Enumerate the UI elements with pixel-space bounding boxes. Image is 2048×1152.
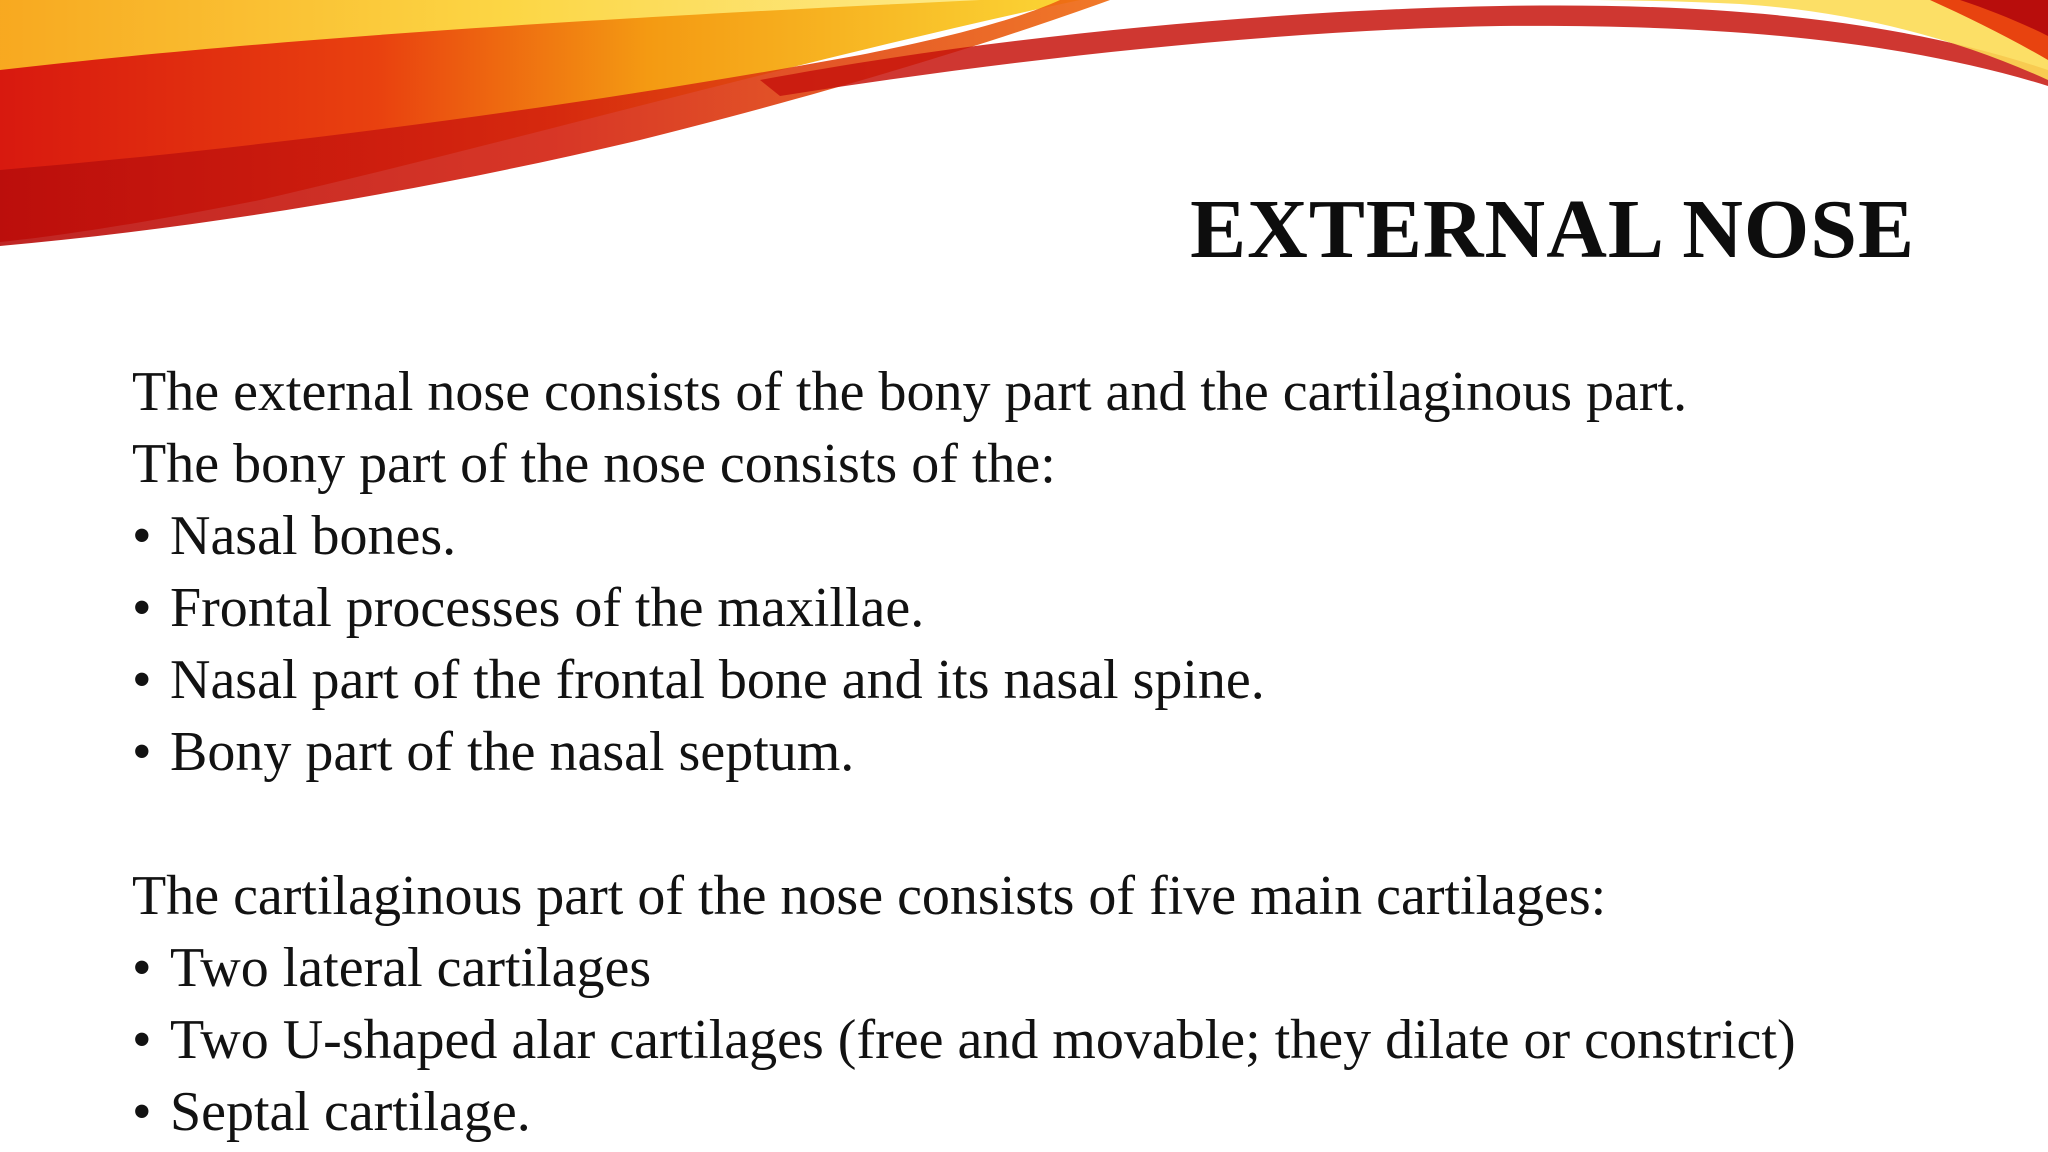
cartilaginous-part-heading: The cartilaginous part of the nose consists of five main cartilages:: [132, 865, 1607, 927]
list-item-text: Nasal bones.: [170, 505, 457, 567]
list-item: [132, 1004, 2012, 1076]
bullet-marker: •: [132, 505, 152, 567]
slide-body: [132, 356, 2012, 1148]
bullet-marker: •: [132, 1009, 152, 1071]
bullet-marker: •: [132, 577, 152, 639]
list-item-text: Two lateral cartilages: [170, 937, 652, 999]
list-item: [132, 500, 2012, 572]
list-item: [132, 572, 2012, 644]
bony-part-list: [132, 500, 2012, 788]
list-item-text: Bony part of the nasal septum.: [170, 721, 855, 783]
list-item: [132, 1076, 2012, 1148]
list-item: [132, 932, 2012, 1004]
list-item: [132, 644, 2012, 716]
list-item-text: Frontal processes of the maxillae.: [170, 577, 925, 639]
list-item: [132, 716, 2012, 788]
bullet-marker: •: [132, 1081, 152, 1143]
bony-part-heading: The bony part of the nose consists of the:: [132, 433, 1056, 495]
decorative-swoosh: [0, 0, 2048, 330]
list-item-text: Two U-shaped alar cartilages (free and movable; they dilate or constrict): [170, 1009, 1796, 1071]
list-item-text: Septal cartilage.: [170, 1081, 531, 1143]
bullet-marker: •: [132, 721, 152, 783]
slide-title: EXTERNAL NOSE: [1190, 183, 1915, 276]
cartilaginous-part-list: [132, 932, 2012, 1148]
bullet-marker: •: [132, 649, 152, 711]
list-item-text: Nasal part of the frontal bone and its nasal spine.: [170, 649, 1265, 711]
paragraph-spacer: [132, 788, 2012, 860]
intro-text: The external nose consists of the bony part and the cartilaginous part.: [132, 361, 1688, 423]
bullet-marker: •: [132, 937, 152, 999]
